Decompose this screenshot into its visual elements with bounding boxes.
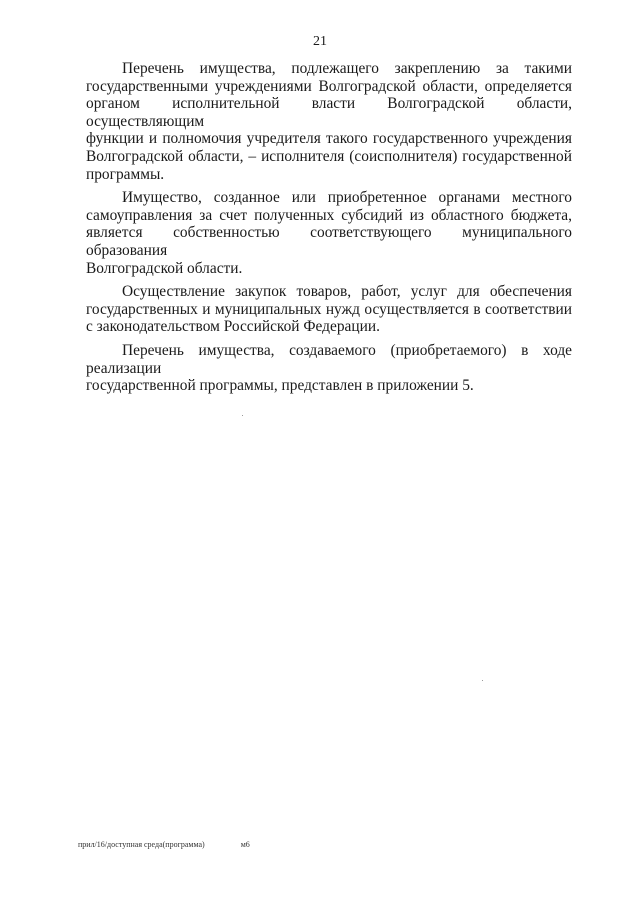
scan-speck [482,680,483,681]
text-line: функции и полномочия учредителя такого государственного учреждения [86,130,572,148]
text-line: государственными учреждениями Волгоградской области, определяется [86,77,572,95]
scan-speck [242,415,243,416]
text-line: программы. [86,165,165,183]
text-line: Волгоградской области, – исполнителя (соисполнителя) государственной [86,147,572,165]
document-body [86,60,572,401]
paragraph-property-list [86,60,572,183]
paragraph-procurement [86,283,572,336]
page-footer [78,840,250,849]
page-number: 21 [313,34,327,49]
paragraph-municipal-property [86,189,572,277]
text-line: самоуправления за счет полученных субсидий из областного бюджета, [86,206,572,224]
text-line: государственных и муниципальных нужд осуществляется в соответствии [86,300,572,318]
text-line: является собственностью соответствующего муниципального образования [86,224,572,259]
text-line: Волгоградской области. [86,259,243,277]
text-line: Осуществление закупок товаров, работ, услуг для обеспечения [122,283,572,301]
text-line: Имущество, созданное или приобретенное органами местного [122,189,572,207]
footer-code: м6 [240,840,250,849]
text-line: органом исполнительной власти Волгоградской области, осуществляющим [86,95,572,130]
text-line: Перечень имущества, создаваемого (приобретаемого) в ходе реализации [86,341,572,377]
paragraph-appendix-reference [86,342,572,395]
text-line: Перечень имущества, подлежащего закреплению за такими [122,60,572,77]
text-line: государственной программы, представлен в приложении 5. [86,377,474,395]
text-line: с законодательством Российской Федерации. [86,318,380,336]
footer-file-path: прил/16/доступная среда(программа) [78,840,205,849]
